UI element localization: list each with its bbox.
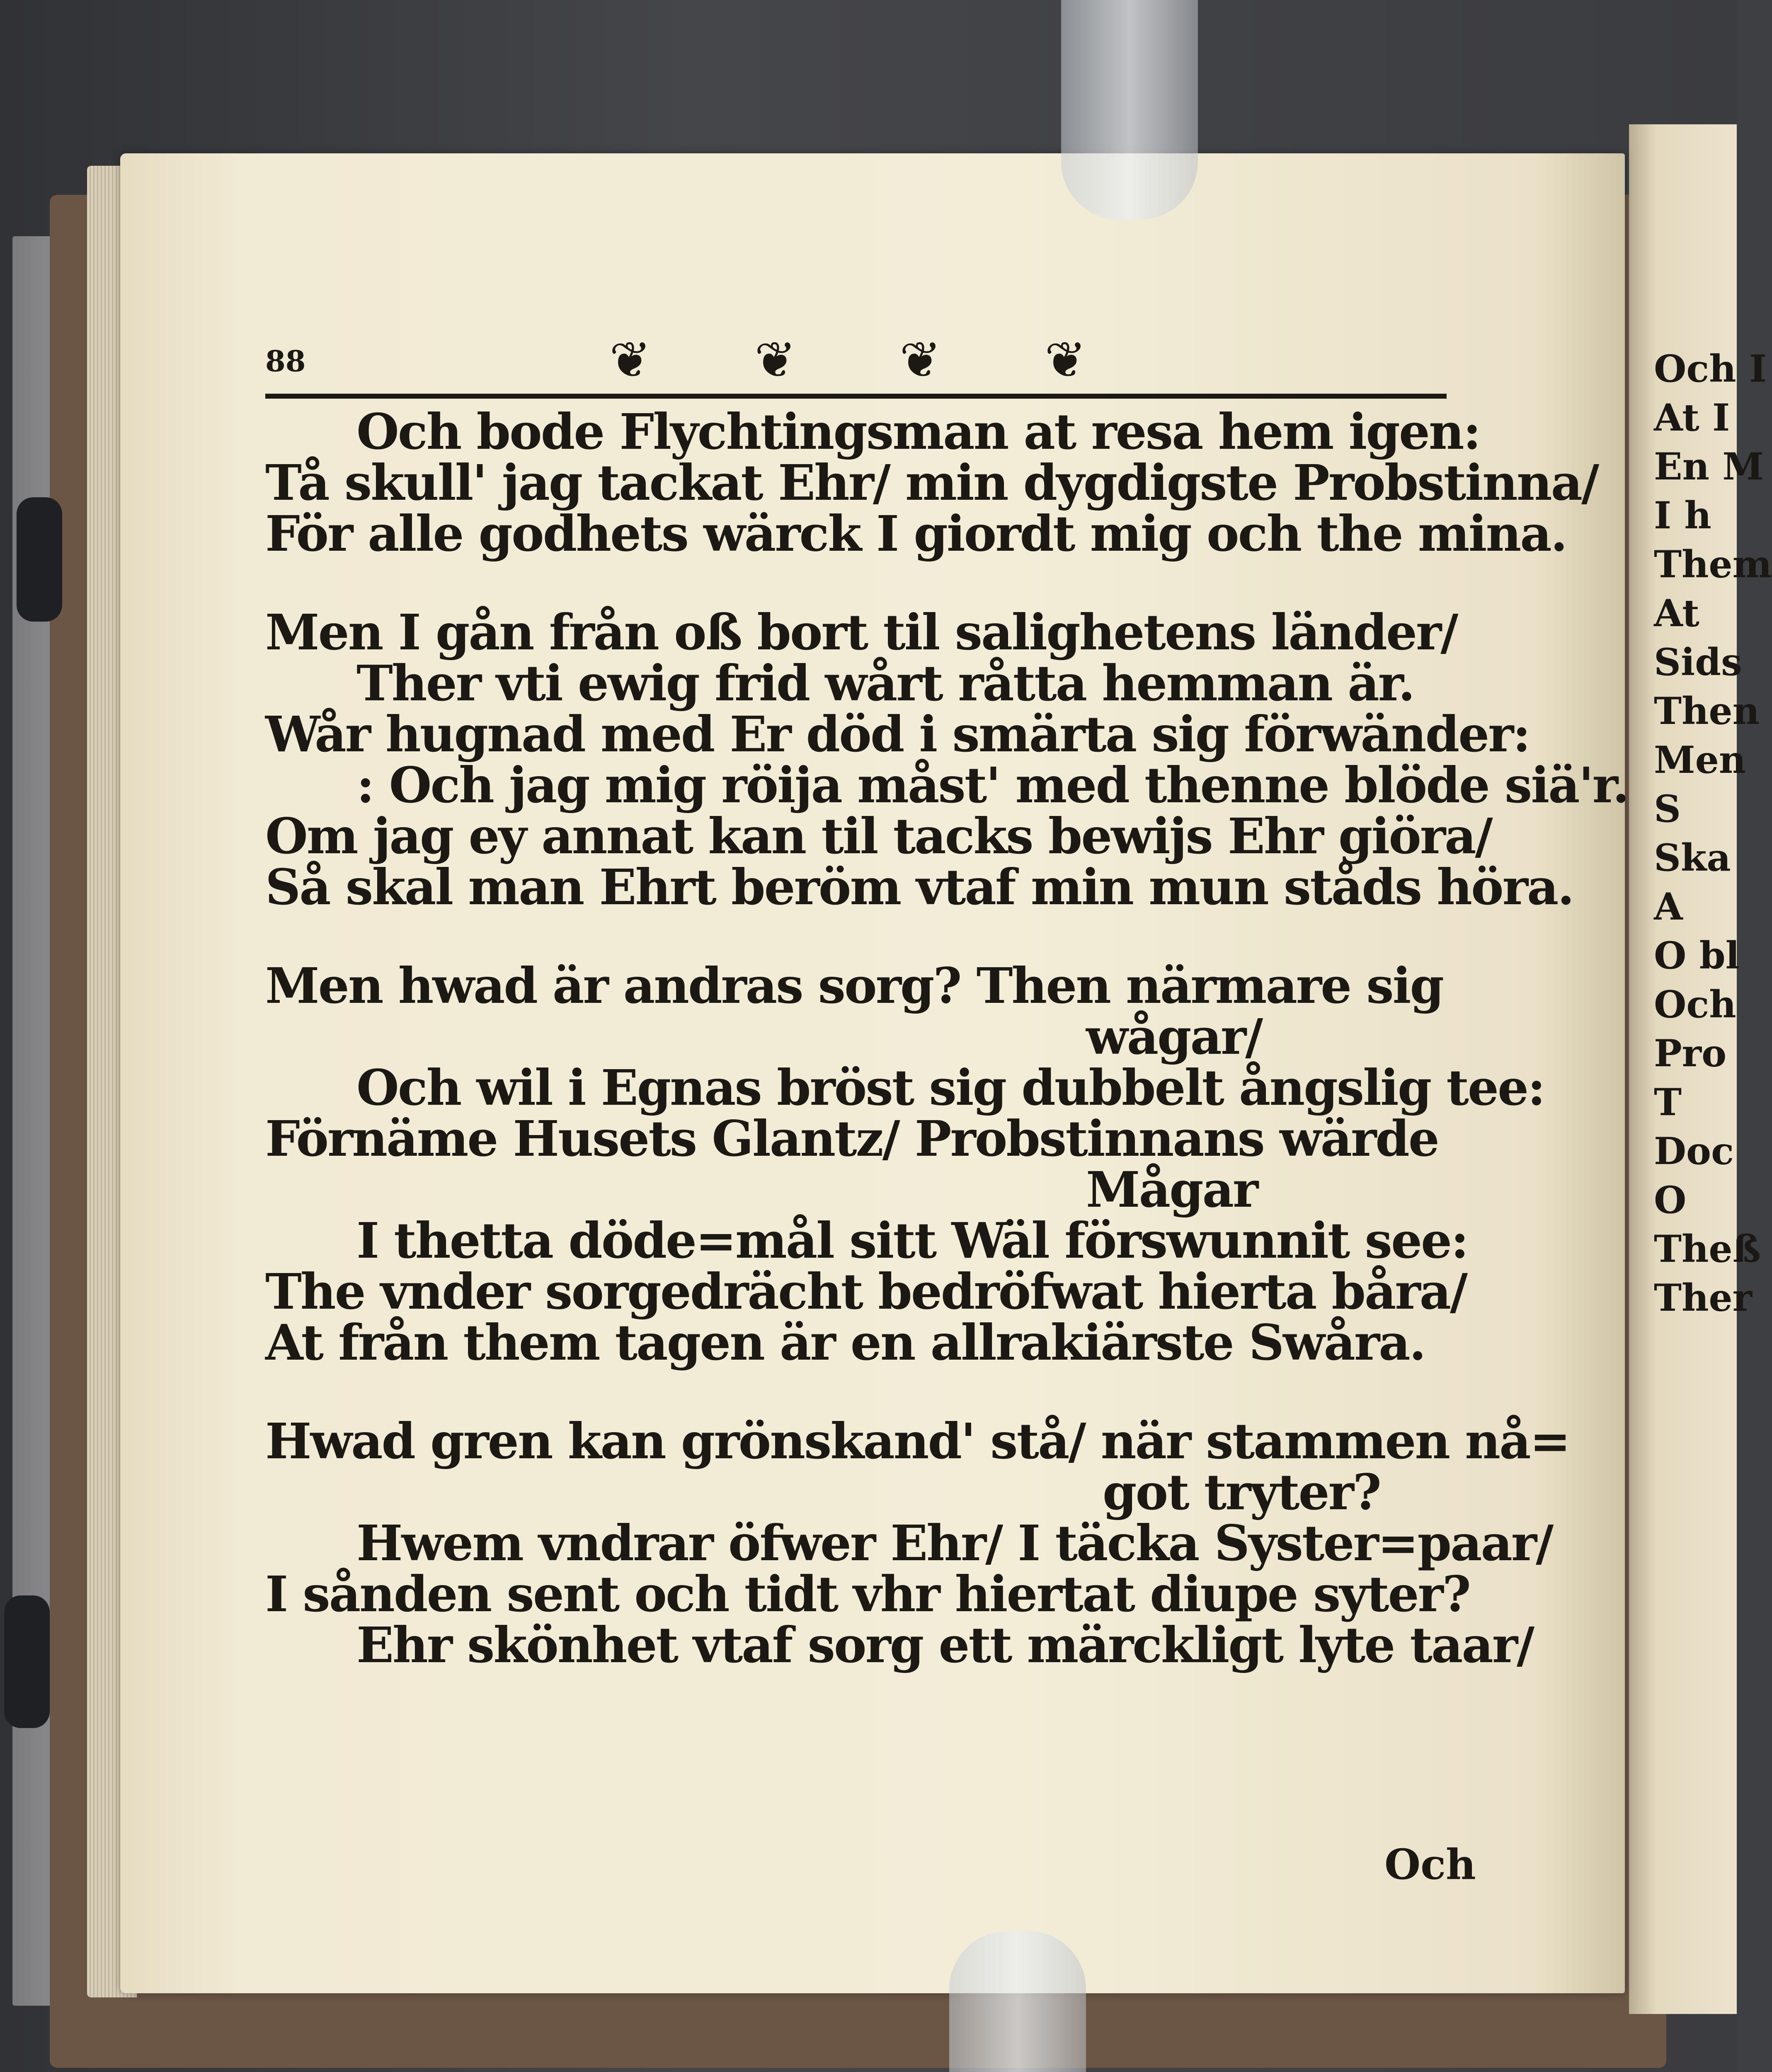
verse-line: Ther vti ewig frid wårt råtta hemman är. [356,654,1414,712]
facing-page-line: Them [1654,542,1772,586]
facing-page-line: I h [1654,494,1711,537]
fleuron-icon: ❦ [609,332,651,389]
stanza [265,403,1598,562]
verse-line: I thetta döde=mål sitt Wäl förswunnit see: [356,1212,1468,1269]
facing-page-line: Ska [1654,836,1731,880]
facing-page-line: Then [1654,689,1760,733]
facing-page-line: At [1654,591,1699,635]
header-rule [265,394,1447,399]
facing-page-line: Och [1654,983,1736,1026]
fleuron-icon: ❦ [754,332,796,389]
fleuron-icon: ❦ [899,332,941,389]
facing-page-line: En M [1654,445,1764,489]
verse-line: Hwem vndrar öfwer Ehr/ I täcka Syster=paar/ [356,1514,1553,1572]
verse-line: Och bode Flychtingsman at resa hem igen: [356,403,1480,460]
facing-page-line: Och I [1654,347,1767,391]
page-clip-top [1061,0,1198,220]
page-number: 88 [265,344,306,378]
facing-page-line: Men [1654,738,1746,782]
running-head [265,327,1455,390]
facing-page-line: Sids [1654,640,1742,684]
verse-line: Wår hugnad med Er död i smärta sig förwänder: [265,705,1530,763]
stanza [265,1412,1570,1674]
facing-page-line: O bl [1654,934,1740,978]
facing-page-line: Ther [1654,1276,1753,1320]
verse-line: Tå skull' jag tackat Ehr/ min dygdigste Probstinna/ [265,454,1598,511]
stanza [265,957,1544,1371]
verse-text [265,403,1629,1718]
stanza [265,603,1629,916]
clamp-tab [4,1595,50,1728]
page-content [265,327,1629,1889]
verse-line: Så skal man Ehrt beröm vtaf min mun ståds höra. [265,858,1573,916]
verse-line: Förnäme Husets Glantz/ Probstinnans wärde [265,1110,1438,1167]
page-clip-bottom [949,1931,1086,2072]
facing-page-line: Pro [1654,1031,1727,1075]
facing-page-line: T [1654,1080,1682,1124]
facing-page-line: Theß [1654,1227,1761,1271]
verse-line: Ehr skönhet vtaf sorg ett märckligt lyte taar/ [356,1616,1534,1674]
verse-line: wågar/ [1086,1008,1262,1065]
verse-line: Mågar [1086,1161,1258,1218]
fleuron-icon: ❦ [1045,332,1086,389]
verse-line: I sånden sent och tidt vhr hiertat diupe syter? [265,1565,1470,1623]
verse-line: För alle godhets wärck I giordt mig och the mina. [265,505,1566,562]
verse-line: Och wil i Egnas bröst sig dubbelt ångslig tee: [356,1059,1544,1116]
facing-page-line: At I [1654,396,1730,440]
facing-page-text [1654,344,1772,1322]
verse-line: Hwad gren kan grönskand' stå/ när stammen nå= [265,1412,1570,1470]
verse-line: The vnder sorgedrächt bedröfwat hierta båra/ [265,1263,1467,1320]
verse-line: : Och jag mig röija måst' med thenne blöde siä'r. [356,756,1629,814]
facing-page-line: Doc [1654,1129,1734,1173]
facing-page-line: O [1654,1178,1687,1222]
verse-line: Om jag ey annat kan til tacks bewijs Ehr giöra/ [265,807,1492,865]
catchword: Och [1384,1840,1476,1889]
verse-line: Men hwad är andras sorg? Then närmare sig [265,957,1443,1014]
verse-line: got tryter? [1103,1463,1380,1521]
verse-line: Men I gån från oß bort til salighetens länder/ [265,603,1457,661]
verse-line: At från them tagen är en allrakiärste Swåra. [265,1314,1425,1371]
clamp-tab [17,497,62,622]
facing-page-line: A [1654,885,1683,929]
facing-page-line: S [1654,787,1681,831]
